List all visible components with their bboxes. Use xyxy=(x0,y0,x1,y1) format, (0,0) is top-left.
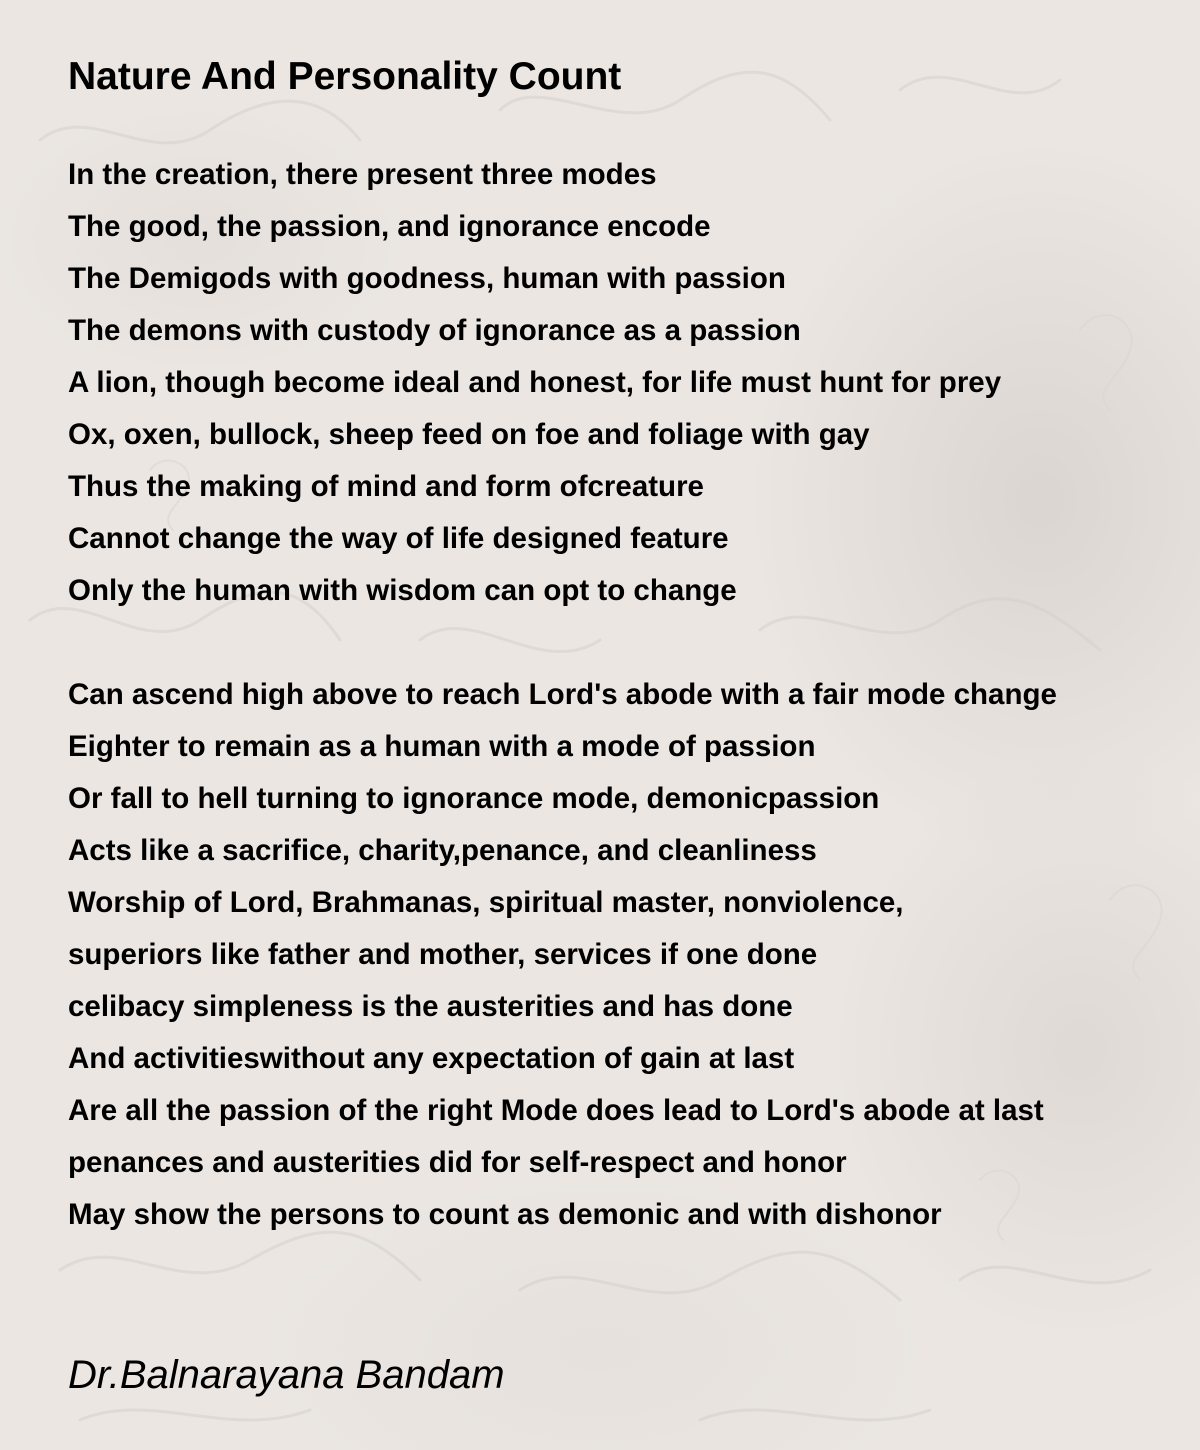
poem-body xyxy=(68,149,1188,1241)
poem-line: The good, the passion, and ignorance encode xyxy=(68,210,711,243)
stanza-2 xyxy=(68,669,1188,1241)
poem-line: Thus the making of mind and form ofcreature xyxy=(68,470,704,503)
poem-line: A lion, though become ideal and honest, for life must hunt for prey xyxy=(68,366,1002,399)
poem-line: Only the human with wisdom can opt to change xyxy=(68,574,737,607)
poem-title: Nature And Personality Count xyxy=(68,55,622,98)
poem-line: penances and austerities did for self-respect and honor xyxy=(68,1146,847,1179)
poem-author: Dr.Balnarayana Bandam xyxy=(68,1353,505,1397)
poem-line: And activitieswithout any expectation of gain at last xyxy=(68,1042,795,1075)
poem-line: Or fall to hell turning to ignorance mode, demonicpassion xyxy=(68,782,880,815)
poem-line: Worship of Lord, Brahmanas, spiritual master, nonviolence, xyxy=(68,886,904,919)
poem-line: Acts like a sacrifice, charity,penance, and cleanliness xyxy=(68,834,817,867)
poem-line: Are all the passion of the right Mode does lead to Lord's abode at last xyxy=(68,1094,1044,1127)
poem-line: Cannot change the way of life designed feature xyxy=(68,522,729,555)
poem-line: Can ascend high above to reach Lord's abode with a fair mode change xyxy=(68,678,1057,711)
poem-line: Ox, oxen, bullock, sheep feed on foe and foliage with gay xyxy=(68,418,870,451)
poem-line: In the creation, there present three modes xyxy=(68,158,657,191)
poem-line: celibacy simpleness is the austerities and has done xyxy=(68,990,793,1023)
poem-line: Eighter to remain as a human with a mode of passion xyxy=(68,730,816,763)
poem-line: The demons with custody of ignorance as a passion xyxy=(68,314,801,347)
stanza-1 xyxy=(68,149,1188,617)
poem-line: superiors like father and mother, services if one done xyxy=(68,938,818,971)
poem-line: May show the persons to count as demonic and with dishonor xyxy=(68,1198,942,1231)
poem-line: The Demigods with goodness, human with passion xyxy=(68,262,786,295)
